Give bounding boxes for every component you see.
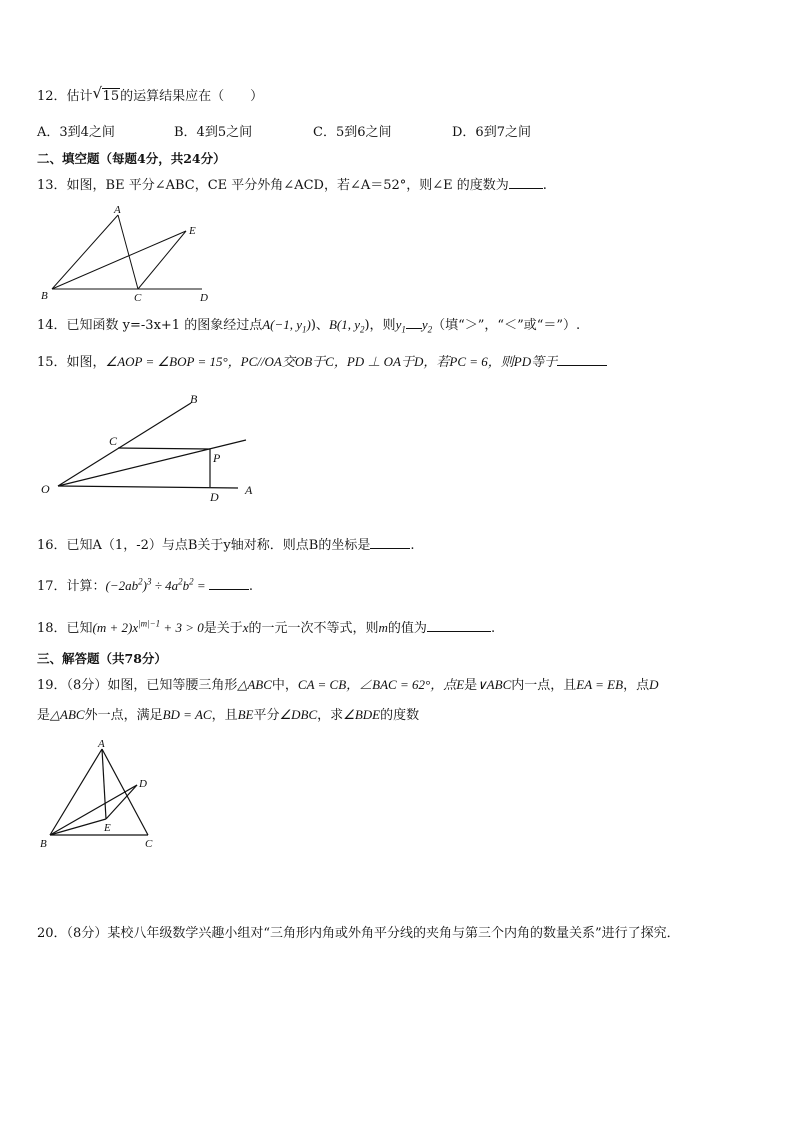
q14-y1-text: y [395,317,402,332]
q18-prefix: 18．已知 [37,621,93,636]
question-19-line-2 [37,706,419,725]
q14-y1 [395,317,406,335]
q16-text: 16．已知A（1，-2）与点B关于y轴对称．则点B的坐标是 [37,538,371,553]
q13-figure [38,200,218,305]
section-2-heading: 二、填空题（每题4分，共24分） [37,151,226,166]
q18-answer-blank [427,619,491,632]
q19-line-bd [50,785,137,835]
q19-tri: △ABC [237,677,272,692]
q18-mid2: 的一元一次不等式，则 [248,621,379,636]
q19-line2c: ，且 [211,708,238,723]
question-16 [37,536,414,555]
q15-ray-ob [58,403,191,486]
q13-end: . [542,178,547,193]
q15-label-d: D [210,490,219,504]
q15-condition: ∠AOP = ∠BOP = 15°，PC//OA交OB于C，PD ⊥ OA于D，若PC = 6，则PD等于 [105,354,558,369]
q12-radicand: 15 [102,89,120,104]
q17-base: (−2ab [105,578,139,593]
q19-line2d: 平分 [253,708,280,723]
q13-label-a: A [114,204,121,216]
question-18 [37,619,495,638]
q13-label-c: C [134,292,142,304]
q19-tri3: △ABC [50,707,85,722]
q17-b: b [182,578,190,593]
q19-line-ed [106,785,137,819]
q15-ray-oa [58,486,238,488]
q14-part2: )，则 [364,318,396,333]
q19-line-ae [102,749,106,819]
question-15 [37,353,607,372]
q19-label-e: E [104,822,111,834]
q13-answer-blank [509,176,543,189]
q18-mid: 是关于 [203,621,243,636]
q14-point-b-text: B(1, y [328,317,360,332]
q18-rest: + 3 > 0 [160,620,204,635]
q19-e: E [456,677,465,692]
q19-cond5: ，点 [623,678,650,693]
q15-label-p: P [213,451,221,465]
question-19-line-1 [37,676,658,695]
q15-answer-blank [557,353,607,366]
q17-div: ÷ 4a [151,578,179,593]
q14-y2-sub: 2 [427,324,433,335]
q13-line-be [52,231,186,289]
q17-exp-outer: 3 [147,576,152,587]
q14-point-a-text: A(−1, y [262,317,303,332]
q19-d: D [649,677,659,692]
q12-option-d: D．6到7之间 [452,125,531,140]
q19-cond8: ∠DBC [279,707,318,722]
q13-text: 13．如图，BE 平分∠ABC，CE 平分外角∠ACD，若∠A＝52°，则∠E 的度数为 [37,178,509,193]
q18-suffix: 的值为 [387,621,427,636]
q12-option-c: C．5到6之间 [313,125,392,140]
q19-line2e: ，求 [317,708,344,723]
q14-y2 [421,317,433,335]
q15-segment-pc [118,448,210,449]
q19-cond6: BD = AC [162,707,212,722]
q12-option-b: B．4到5之间 [174,125,253,140]
q18-x: x [242,620,249,635]
q13-line-ba [52,215,118,289]
question-20: 20．（8分）某校八年级数学兴趣小组对“三角形内角或外角平分线的夹角与第三个内角的数量关系”进行了探究． [37,926,680,941]
q14-point-b-sub: 2 [359,324,365,335]
q17-end: . [248,579,254,594]
q19-line2b: 外一点，满足 [84,708,163,723]
q19-label-c: C [145,838,153,850]
q12-option-a: A．3到4之间 [37,125,115,140]
q19-line2a: 是 [37,708,51,723]
q19-line1b: 中， [271,678,298,693]
question-17 [37,577,253,596]
q14-point-a-sub: 1 [302,324,307,335]
q15-label-b: B [190,392,198,406]
q19-tri2: ∨ABC [477,677,512,692]
question-14 [37,316,580,335]
q19-cond2: 是 [464,678,478,693]
q17-eq: = [193,578,209,593]
q13-label-e: E [189,225,196,237]
q18-exp: |m|−1 [138,618,161,629]
q14-point-b [328,317,365,335]
q14-part3: （填“＞”，“＜”或“＝”）. [432,318,581,333]
q14-y1-sub: 1 [401,324,406,335]
q17-expression [106,578,209,593]
q19-line2f: 的度数 [380,708,420,723]
q15-label-c: C [109,434,118,448]
q13-line-ce [138,231,186,289]
q15-label-o: O [41,482,50,496]
q16-end: . [410,538,415,553]
radical-sign-icon: √ [92,84,103,102]
q17-exp-b: 2 [189,576,194,587]
q17-answer-blank [209,577,249,590]
q14-sep: )、 [310,318,329,333]
q15-label-a: A [245,483,253,497]
q18-end: . [490,621,496,636]
q19-cond9: ∠BDE [343,707,381,722]
q19-figure [38,735,168,855]
q17-close: ) [142,578,147,593]
section-3-heading: 三、解答题（共78分） [37,651,167,666]
q12-prefix: 12．估计 [37,89,93,104]
q13-line-ac [118,215,138,289]
q16-answer-blank [370,536,410,549]
q19-label-d: D [139,778,147,790]
q18-m: m [378,620,388,635]
q13-label-b: B [41,290,48,302]
q18-expr: (m + 2)x [92,620,139,635]
q14-point-a: A(−1, $y_1$) [262,317,311,335]
q17-exp-a: 2 [178,576,183,587]
q14-y2-text: y [421,317,428,332]
q19-label-a: A [98,738,105,750]
sqrt-expression [92,84,121,106]
q19-cond1: CA = CB，∠BAC = 62°，点 [297,677,457,692]
question-13 [37,176,547,195]
q14-part1: 14．已知函数 y=-3x+1 的图象经过点 [37,318,263,333]
q19-cond4: EA = EB [576,677,624,692]
q15-figure [38,385,268,505]
q19-cond3: 内一点，且 [511,678,577,693]
q13-label-d: D [200,292,208,304]
q18-inequality [93,620,204,635]
question-12 [37,84,264,106]
q17-exp-inner: 2 [138,576,143,587]
q14-answer-blank [406,316,422,329]
q12-suffix: 的运算结果应在（ ） [120,89,264,104]
q19-line1: 19．（8分）如图，已知等腰三角形 [37,678,238,693]
q17-prefix: 17．计算： [37,579,106,594]
q15-text1: 15．如图， [37,355,106,370]
q19-label-b: B [40,838,47,850]
q19-cond7: BE [237,707,254,722]
